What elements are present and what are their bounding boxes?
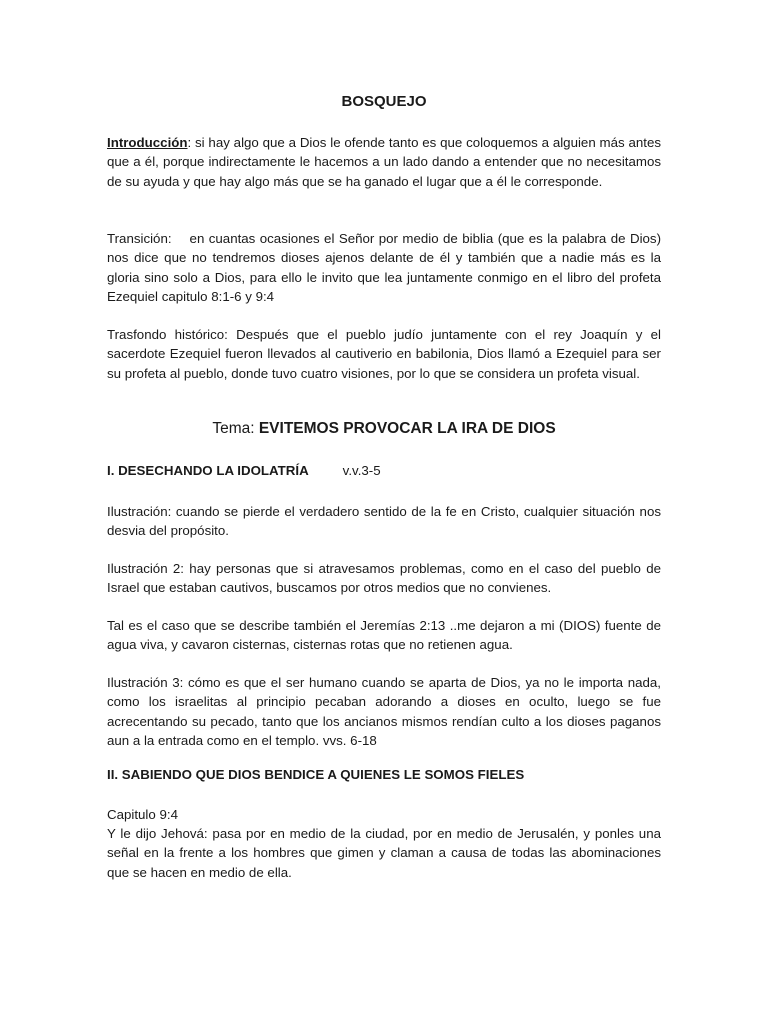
ilustracion2-paragraph: Ilustración 2: hay personas que si atravesamos problemas, como en el caso del pueblo de Israel que estaban cautivos, buscamos por otros medios que no convienes. <box>107 561 661 596</box>
section1-ref: v.v.3-5 <box>342 463 381 478</box>
intro-text: : si hay algo que a Dios le ofende tanto es que coloquemos a alguien más antes que a él, porque indirectamente le hacemos a un lado dando a entender que no necesitamos de su ayuda y que hay algo más que se ha ganado el lugar que a él le corresponde. <box>107 135 661 189</box>
section1-title: I. DESECHANDO LA IDOLATRÍA <box>107 463 309 478</box>
document-title: BOSQUEJO <box>341 93 427 110</box>
intro-label: Introducción <box>107 135 188 150</box>
section2-heading: II. SABIENDO QUE DIOS BENDICE A QUIENES LE SOMOS FIELES <box>107 767 525 782</box>
section1-heading <box>107 463 381 478</box>
transicion-label: Transición: <box>107 231 172 246</box>
ilustracion1-paragraph: Ilustración: cuando se pierde el verdadero sentido de la fe en Cristo, cualquier situación nos desvia del propósito. <box>107 504 661 539</box>
jeremias-paragraph: Tal es el caso que se describe también el Jeremías 2:13 ..me dejaron a mi (DIOS) fuente de agua viva, y cavaron cisternas, cisternas rotas que no retienen agua. <box>107 618 661 653</box>
trasfondo-text: Después que el pueblo judío juntamente con el rey Joaquín y el sacerdote Ezequiel fueron llevados al cautiverio en babilonia, Dios llamó a Ezequiel para ser su profeta al pueblo, donde tuvo cuatro visiones, por lo que se considera un profeta visual. <box>107 327 661 381</box>
ilustracion3-paragraph: Ilustración 3: cómo es que el ser humano cuando se aparta de Dios, ya no le importa nada, como los israelitas al principio pecaban adorando a dioses en oculto, luego se fue acrecentando su pecado, tanto que los ancianos mismos rendían culto a los dioses paganos aun a la entrada como en el templo. vvs. 6-18 <box>107 675 661 748</box>
trasfondo-label: Trasfondo histórico: <box>107 327 228 342</box>
transicion-paragraph <box>107 229 661 306</box>
trasfondo-paragraph <box>107 325 661 383</box>
capitulo-text: Y le dijo Jehová: pasa por en medio de la ciudad, por en medio de Jerusalén, y ponles una señal en la frente a los hombres que gimen y claman a causa de todas las abominaciones que se hacen en medio de ella. <box>107 826 661 880</box>
tema-heading <box>107 420 661 438</box>
tema-text: EVITEMOS PROVOCAR LA IRA DE DIOS <box>258 420 556 437</box>
capitulo-ref: Capitulo 9:4 <box>107 807 178 822</box>
transicion-text: en cuantas ocasiones el Señor por medio de biblia (que es la palabra de Dios) nos dice que no tendremos dioses ajenos delante de él y también que a nadie más es la gloria sino solo a Dios, para ello le invito que lea juntamente conmigo en el libro del profeta Ezequiel capitulo 8:1-6 y 9:4 <box>107 231 661 304</box>
tema-label: Tema: <box>212 420 259 437</box>
intro-paragraph <box>107 133 661 191</box>
